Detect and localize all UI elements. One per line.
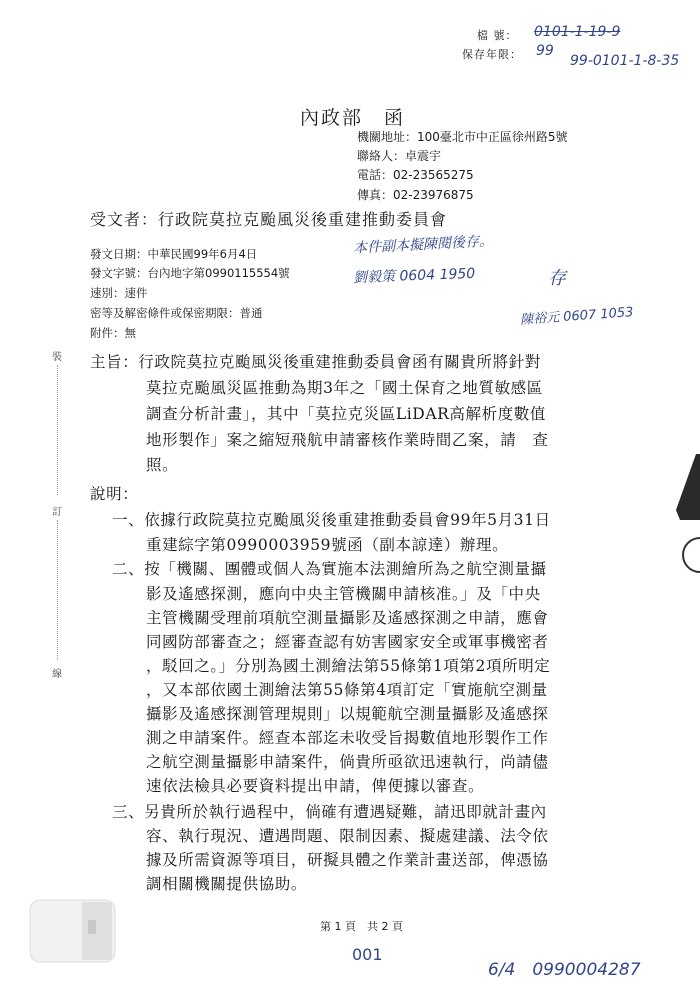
handwritten-page-number: 001 (352, 945, 383, 964)
margin-mark-xian: 線 (52, 669, 62, 680)
explanation-heading: 說明： (90, 485, 139, 503)
handwritten-approval: 陳裕元 0607 1053 (519, 305, 634, 328)
retention-note: 99-0101-1-8-35 (570, 53, 680, 69)
phone-number: 電話：02-23565275 (357, 168, 474, 182)
delivery-speed: 速別：速件 (90, 286, 148, 300)
contact-person: 聯絡人：卓震宇 (357, 149, 442, 163)
fax-number: 傳真：02-23976875 (357, 188, 474, 202)
handwritten-note: 本件副本擬陳閱後存。 (352, 233, 494, 257)
retention-value: 99 (536, 43, 554, 59)
page-title: 內政部 函 (300, 107, 406, 129)
explanation-item-3-line: 三、另貴所於執行過程中，倘確有遭遇疑難，請迅即就計畫內 (112, 803, 547, 821)
explanation-item-3-line: 容、執行現況、遭遇問題、限制因素、擬處建議、法令依 (146, 827, 549, 845)
subject-line: 調查分析計畫」，其中「莫拉克災區LiDAR高解析度數值 (146, 405, 546, 423)
retention-label: 保存年限： (462, 48, 522, 61)
explanation-item-3-line: 調相關機關提供協助。 (146, 875, 308, 893)
explanation-item-2-line: 之航空測量攝影申請案件，倘貴所亟欲迅速執行，尚請儘 (146, 753, 549, 771)
secrecy-level: 密等及解密條件或保密期限：普通 (90, 306, 263, 320)
margin-mark-ding: 訂 (52, 507, 62, 518)
binding-line (57, 520, 58, 660)
explanation-item-2-line: 同國防部審查之；經審查認有妨害國家安全或軍事機密者 (146, 633, 549, 651)
file-number-row (477, 27, 518, 43)
scan-edge-mark-icon (672, 450, 700, 520)
scan-edge-mark-icon (680, 535, 700, 575)
margin-mark-zhuang: 裝 (52, 352, 62, 363)
explanation-item-3-line: 據及所需資源等項目，研擬具體之作業計畫送部，俾憑協 (146, 851, 549, 869)
explanation-item-2-line: 二、按「機關、團體或個人為實施本法測繪所為之航空測量攝 (112, 560, 547, 578)
handwritten-archive-mark: 存 (548, 268, 566, 289)
explanation-item-1-line: 重建綜字第0990003959號函（副本諒達）辦理。 (146, 536, 509, 554)
explanation-item-2-line: ，又本部依國土測繪法第55條第4項訂定「實施航空測量 (146, 681, 548, 699)
explanation-item-2-line: 主管機關受理前項航空測量攝影及遙感探測之申請，應會 (146, 609, 549, 627)
explanation-item-2-line: 影及遙感探測，應向中央主管機關申請核准。」及「中央 (146, 585, 541, 603)
subject-line: 地形製作」案之縮短飛航申請審核作業時間乙案，請 查 (146, 431, 549, 449)
watermark-logo-icon (20, 880, 130, 970)
attachment: 附件：無 (90, 326, 136, 340)
explanation-item-2-line: 攝影及遙感探測管理規則」以規範航空測量攝影及遙感探 (146, 705, 549, 723)
issue-date: 發文日期：中華民國99年6月4日 (90, 247, 258, 261)
subject-line: 主旨：行政院莫拉克颱風災後重建推動委員會函有關貴所將針對 (90, 353, 541, 371)
recipient: 受文者：行政院莫拉克颱風災後重建推動委員會 (90, 210, 448, 229)
retention-row (462, 46, 522, 62)
file-number-value: 0101-1-19-9 (534, 24, 621, 40)
explanation-item-2-line: ，駁回之。」分別為國土測繪法第55條第1項第2項所明定 (146, 657, 551, 675)
subject-line: 莫拉克颱風災區推動為期3年之「國土保育之地質敏感區 (146, 379, 543, 397)
explanation-item-2-line: 速依法檢具必要資料提出申請，俾便據以審查。 (146, 777, 485, 795)
binding-line (57, 365, 58, 495)
agency-address: 機關地址：100臺北市中正區徐州路5號 (357, 130, 568, 144)
explanation-item-1-line: 一、依據行政院莫拉克颱風災後重建推動委員會99年5月31日 (112, 511, 551, 529)
explanation-item-2-line: 測之申請案件。經查本部迄未收受旨揭數值地形製作工作 (146, 729, 549, 747)
file-number-label: 檔 號： (477, 29, 518, 42)
receipt-stamp-number: 6/4 0990004287 (488, 960, 641, 980)
page-indicator: 第 1 頁 共 2 頁 (320, 920, 403, 933)
document-number: 發文字號：台內地字第0990115554號 (90, 266, 290, 280)
handwritten-signature: 劉毅策 0604 1950 (352, 265, 476, 287)
subject-line: 照。 (146, 456, 179, 474)
